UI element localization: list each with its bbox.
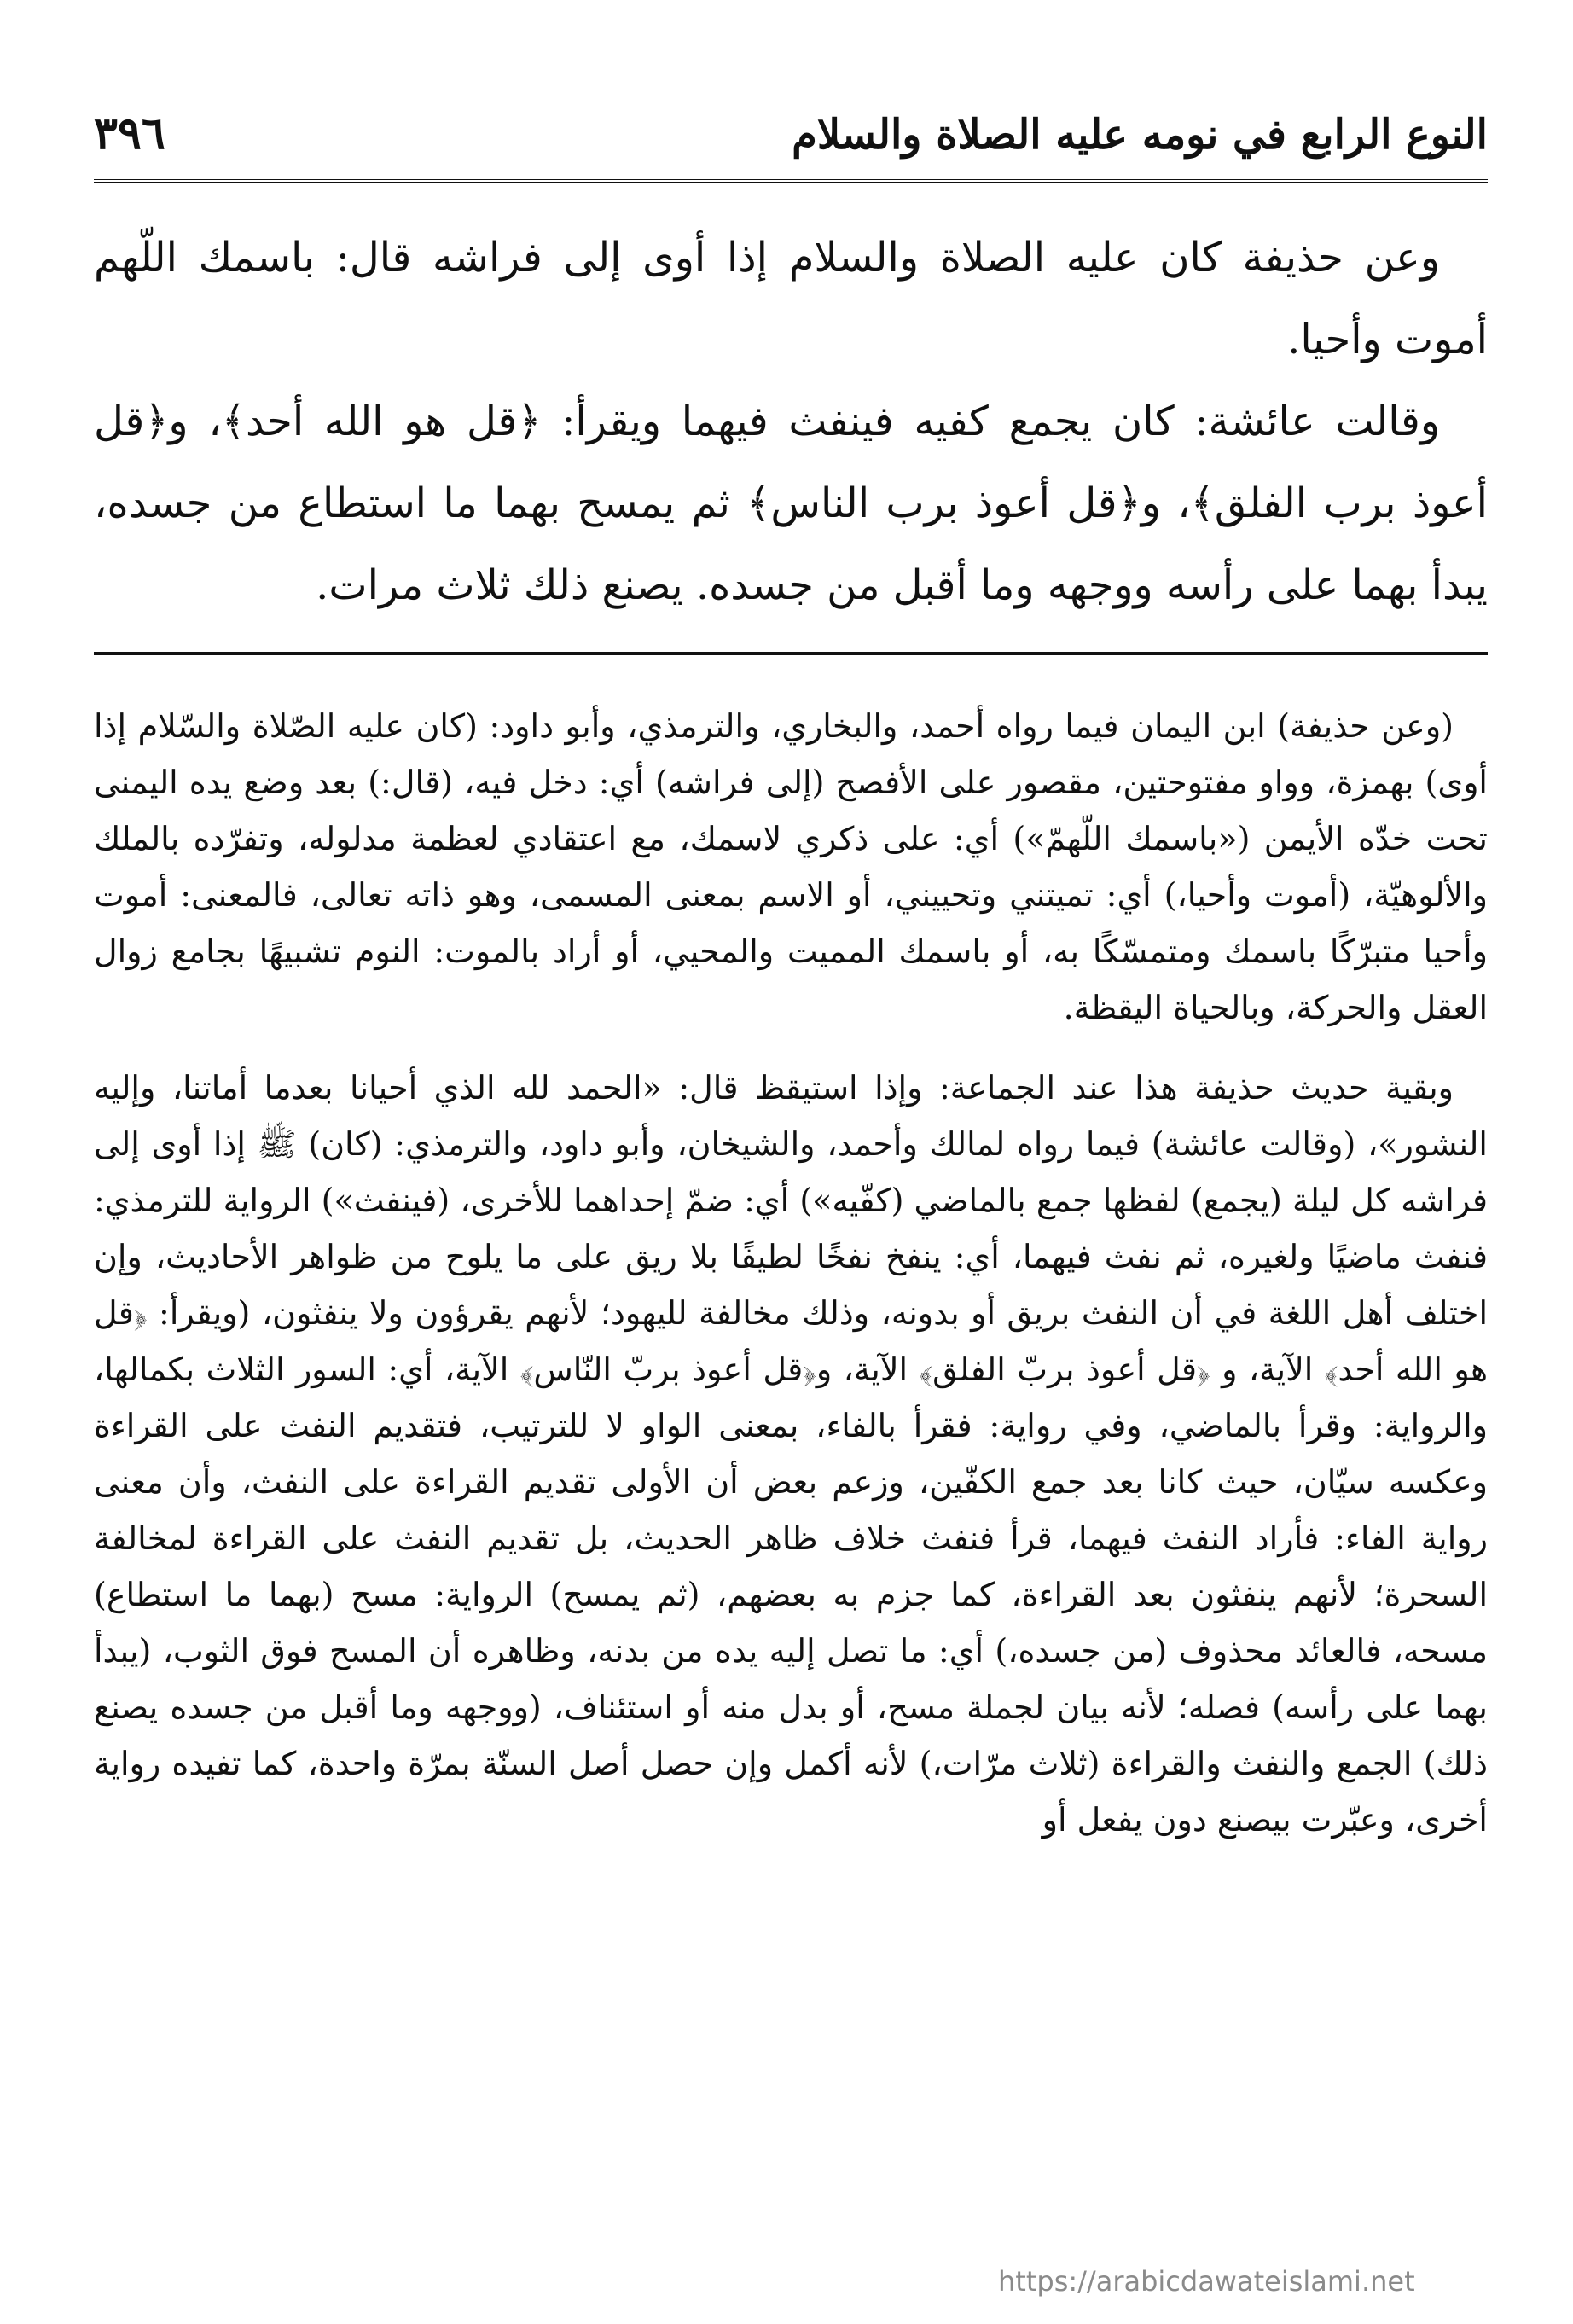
main-text xyxy=(94,217,1488,626)
watermark-url: https://arabicdawateislami.net xyxy=(998,2265,1415,2298)
running-title: النوع الرابع في نومه عليه الصلاة والسلام xyxy=(792,111,1488,159)
main-paragraph: وقالت عائشة: كان يجمع كفيه فينفث فيهما ويقرأ: ﴿قل هو الله أحد﴾، و﴿قل أعوذ برب الفلق﴾، و﴿قل أعوذ برب الناس﴾ ثم يمسح بهما ما استطاع من جسده، يبدأ بهما على رأسه ووجهه وما أقبل من جسده. يصنع ذلك ثلاث مرات. xyxy=(94,398,1488,609)
page-header xyxy=(94,102,1488,183)
section-divider xyxy=(94,652,1488,655)
commentary-text xyxy=(94,698,1488,1848)
commentary-paragraph: وبقية حديث حذيفة هذا عند الجماعة: وإذا استيقظ قال: «الحمد لله الذي أحيانا بعدما أماتنا، وإليه النشور»، (وقالت عائشة) فيما رواه لمالك وأحمد، والشيخان، وأبو داود، والترمذي: (كان) ﷺ إذا أوى إلى فراشه كل ليلة (يجمع) لفظها جمع بالماضي (كفّيه») أي: ضمّ إحداهما للأخرى، (فينفث») الرواية للترمذي: فنفث ماضيًا ولغيره، ثم نفث فيهما، أي: ينفخ نفخًا لطيفًا بلا ريق على ما يلوح من ظواهر الأحاديث، وإن اختلف أهل اللغة في أن النفث بريق أو بدونه، وذلك مخالفة لليهود؛ لأنهم يقرؤون ولا ينفثون، (ويقرأ: ﴿قل هو الله أحد﴾ الآية، و ﴿قل أعوذ بربّ الفلق﴾ الآية، و﴿قل أعوذ بربّ النّاس﴾ الآية، أي: السور الثلاث بكمالها، والرواية: وقرأ بالماضي، وفي رواية: فقرأ بالفاء، بمعنى الواو لا للترتيب، فتقديم النفث على القراءة وعكسه سيّان، حيث كانا بعد جمع الكفّين، وزعم بعض أن الأولى تقديم القراءة على النفث، وأن معنى رواية الفاء: فأراد النفث فيهما، قرأ فنفث خلاف ظاهر الحديث، بل تقديم النفث على القراءة لمخالفة السحرة؛ لأنهم ينفثون بعد القراءة، كما جزم به بعضهم، (ثم يمسح) الرواية: مسح (بهما ما استطاع) مسحه، فالعائد محذوف (من جسده،) أي: ما تصل إليه يده من بدنه، وظاهره أن المسح فوق الثوب، (يبدأ بهما على رأسه) فصله؛ لأنه بيان لجملة مسح، أو بدل منه أو استئناف، (ووجهه وما أقبل من جسده يصنع ذلك) الجمع والنفث والقراءة (ثلاث مرّات،) لأنه أكمل وإن حصل أصل السنّة بمرّة واحدة، كما تفيده رواية أخرى، وعبّرت بيصنع دون يفعل أو xyxy=(94,1069,1489,1839)
page-number: ٣٩٦ xyxy=(94,107,165,160)
main-paragraph: وعن حذيفة كان عليه الصلاة والسلام إذا أوى إلى فراشه قال: باسمك اللّهم أموت وأحيا. xyxy=(94,234,1488,363)
document-page xyxy=(94,102,1488,2286)
commentary-paragraph: (وعن حذيفة) ابن اليمان فيما رواه أحمد، والبخاري، والترمذي، وأبو داود: (كان عليه الصّلاة والسّلام إذا أوى) بهمزة، وواو مفتوحتين، مقصور على الأفصح (إلى فراشه) أي: دخل فيه، (قال:) بعد وضع يده اليمنى تحت خدّه الأيمن («باسمك اللّهمّ») أي: على ذكري لاسمك، مع اعتقادي لعظمة مدلوله، وتفرّده بالملك والألوهيّة، (أموت وأحيا،) أي: تميتني وتحييني، أو الاسم بمعنى المسمى، وهو ذاته تعالى، فالمعنى: أموت وأحيا متبرّكًا باسمك ومتمسّكًا به، أو باسمك المميت والمحيي، أو أراد بالموت: النوم تشبيهًا بجامع زوال العقل والحركة، وبالحياة اليقظة. xyxy=(94,707,1488,1026)
